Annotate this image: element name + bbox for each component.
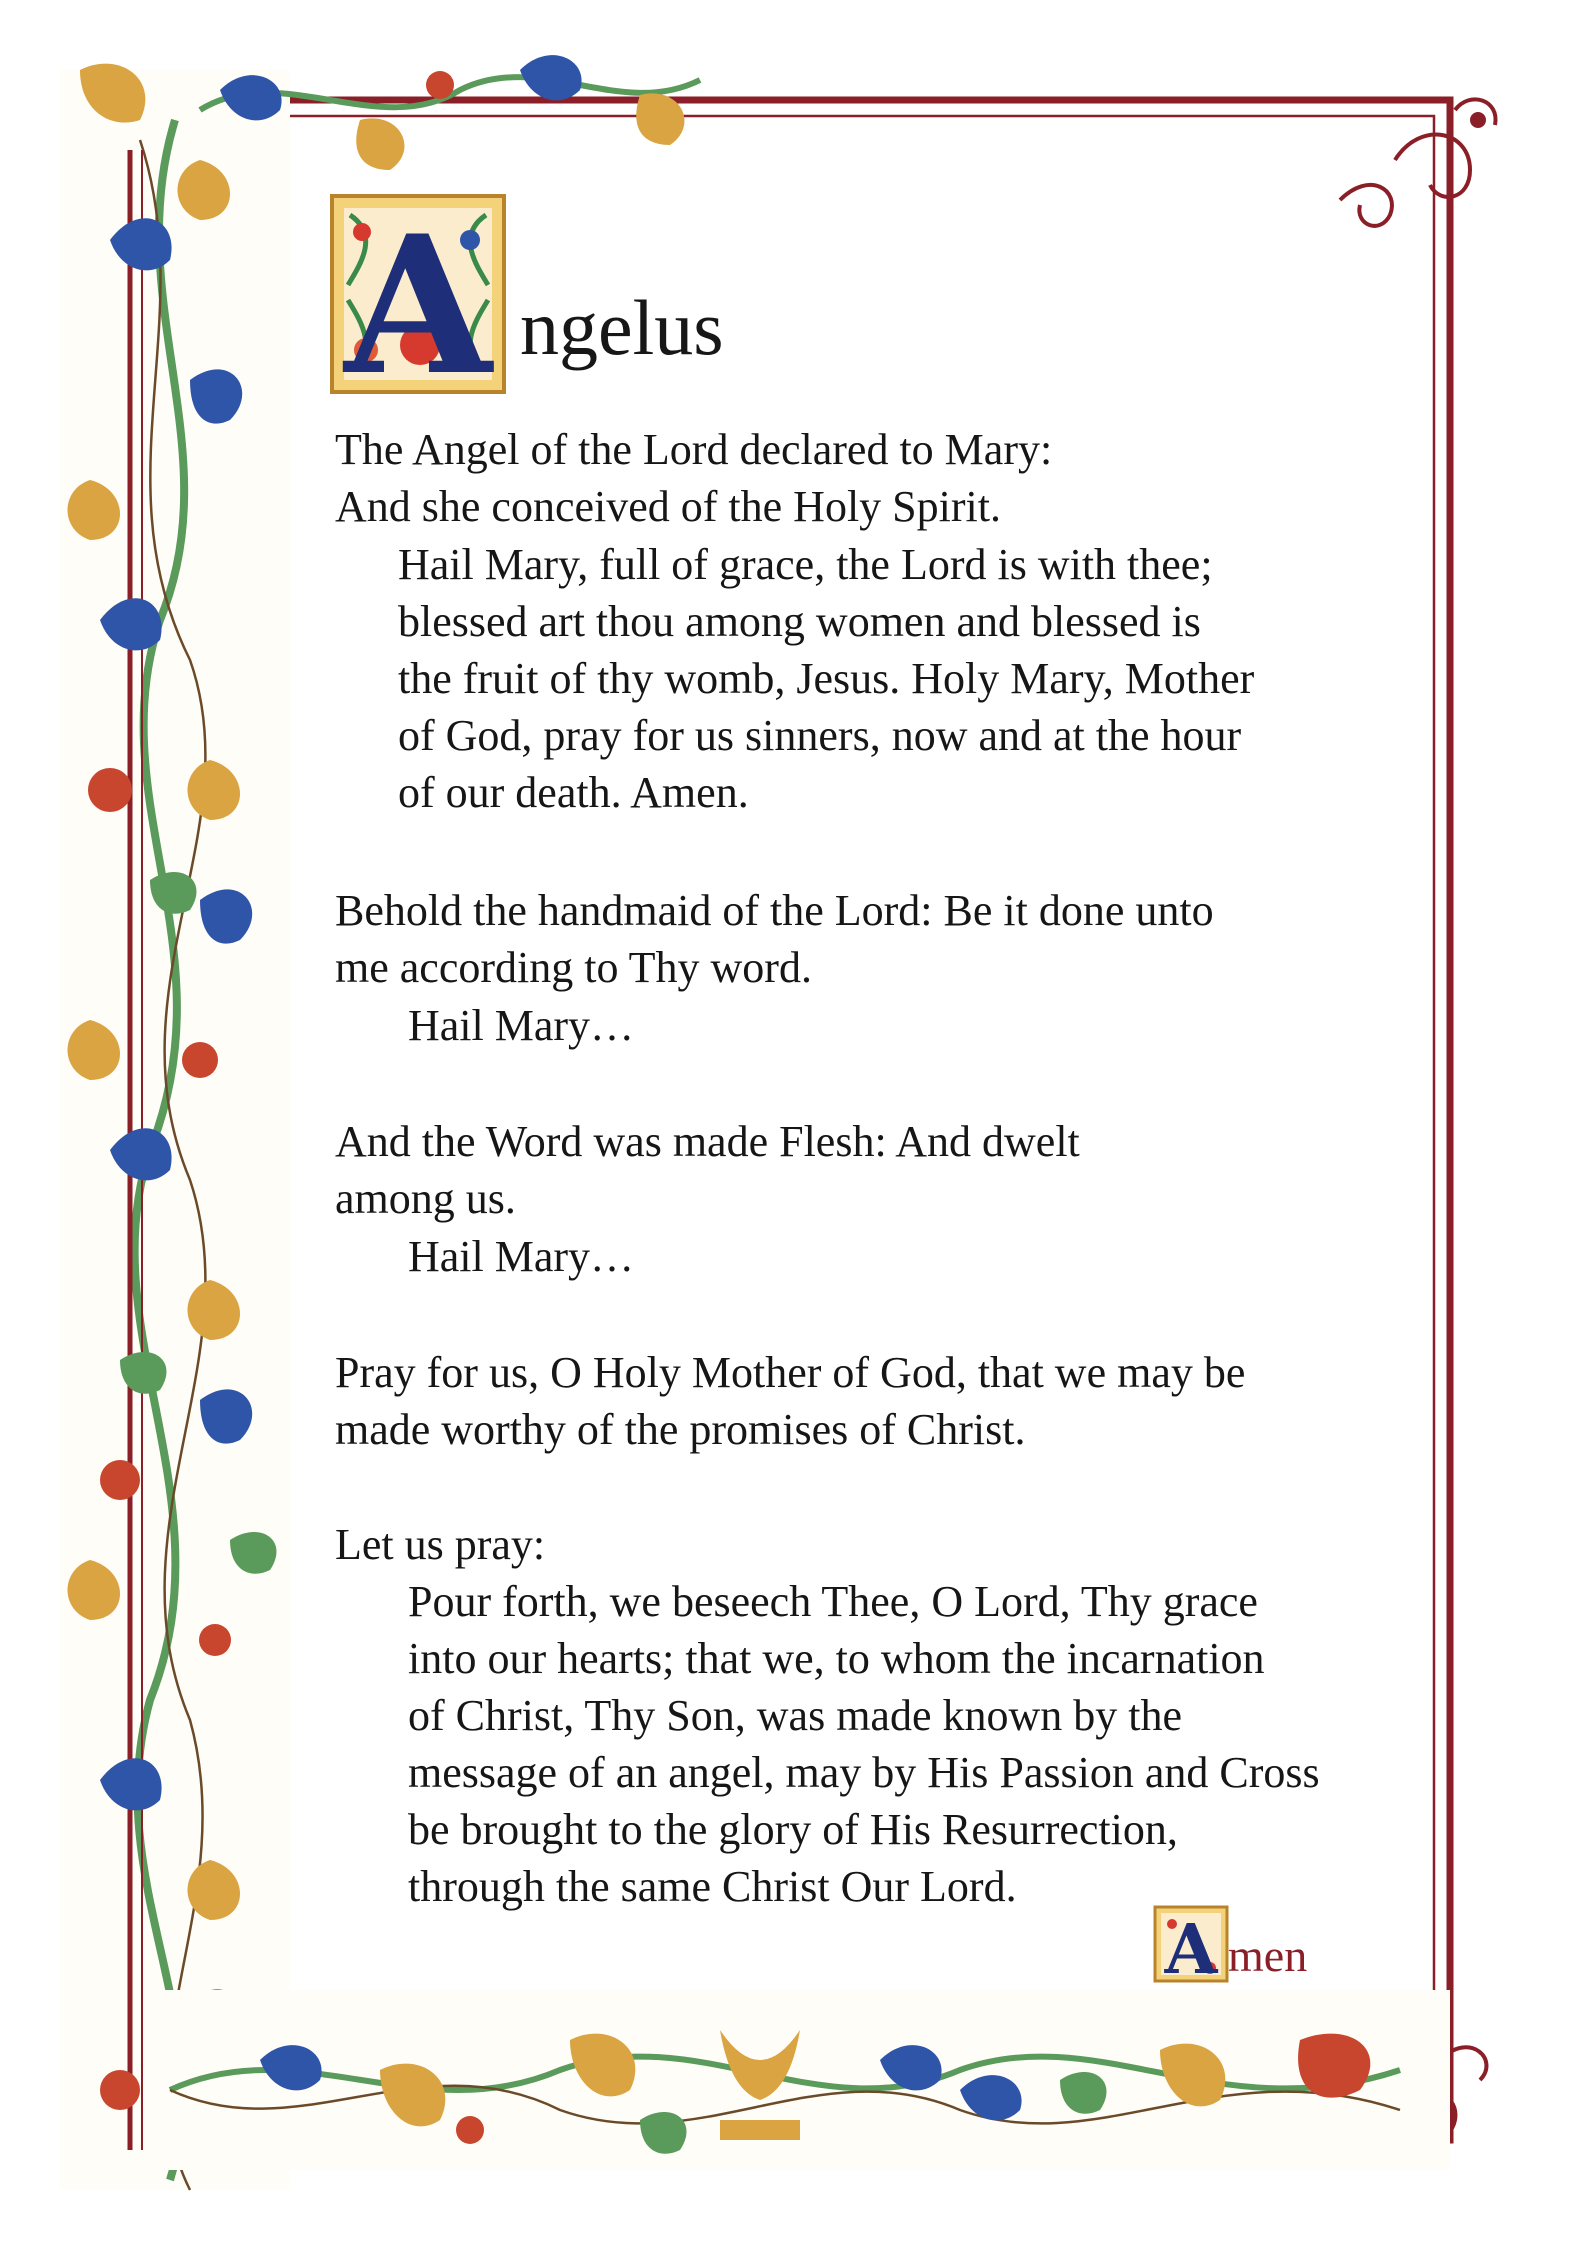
versicle-3 [335,1113,1080,1227]
text-line: The Angel of the Lord declared to Mary: [335,425,1053,474]
illuminated-initial-amen [1155,1907,1227,1990]
text-line: Pray for us, O Holy Mother of God, that we may be [335,1348,1246,1397]
illuminated-initial-angelus [332,194,504,417]
text-line: be brought to the glory of His Resurrection, [408,1805,1178,1854]
left-vine-border [60,70,290,2190]
bottom-vine-border [160,1990,1450,2170]
title-initial: A [344,194,492,417]
text-line: Let us pray: [335,1520,546,1569]
closing-prayer [408,1573,1320,1915]
text-line: of Christ, Thy Son, was made known by the [408,1691,1183,1740]
closing-word: men [1228,1930,1308,1981]
closing-initial: A [1164,1910,1218,1990]
text-line: Hail Mary, full of grace, the Lord is with thee; [398,540,1213,589]
text-line: into our hearts; that we, to whom the incarnation [408,1634,1265,1683]
versicle-2 [335,882,1214,996]
text-line: made worthy of the promises of Christ. [335,1405,1026,1454]
text-line: among us. [335,1174,516,1223]
text-line: Behold the handmaid of the Lord: Be it done unto [335,886,1214,935]
text-line: And she conceived of the Holy Spirit. [335,482,1001,531]
page-title: ngelus [520,284,724,371]
text-line: Hail Mary… [408,1001,635,1050]
hail-mary-short-1 [408,997,634,1054]
text-line: blessed art thou among women and blessed is [398,597,1201,646]
text-line: me according to Thy word. [335,943,812,992]
corner-flourish-top-right [1340,99,1496,226]
hail-mary-short-2 [408,1228,634,1285]
text-line: of our death. Amen. [398,768,749,817]
text-line: through the same Christ Our Lord. [408,1862,1017,1911]
text-line: Hail Mary… [408,1232,635,1281]
text-line: And the Word was made Flesh: And dwelt [335,1117,1080,1166]
text-line: the fruit of thy womb, Jesus. Holy Mary, Mother [398,654,1255,703]
text-line: Pour forth, we beseech Thee, O Lord, Thy grace [408,1577,1258,1626]
versicle-4 [335,1344,1245,1458]
text-line: message of an angel, may by His Passion and Cross [408,1748,1320,1797]
let-us-pray [335,1516,545,1573]
versicle-1 [335,421,1052,535]
hail-mary-full [398,536,1254,821]
text-line: of God, pray for us sinners, now and at the hour [398,711,1242,760]
